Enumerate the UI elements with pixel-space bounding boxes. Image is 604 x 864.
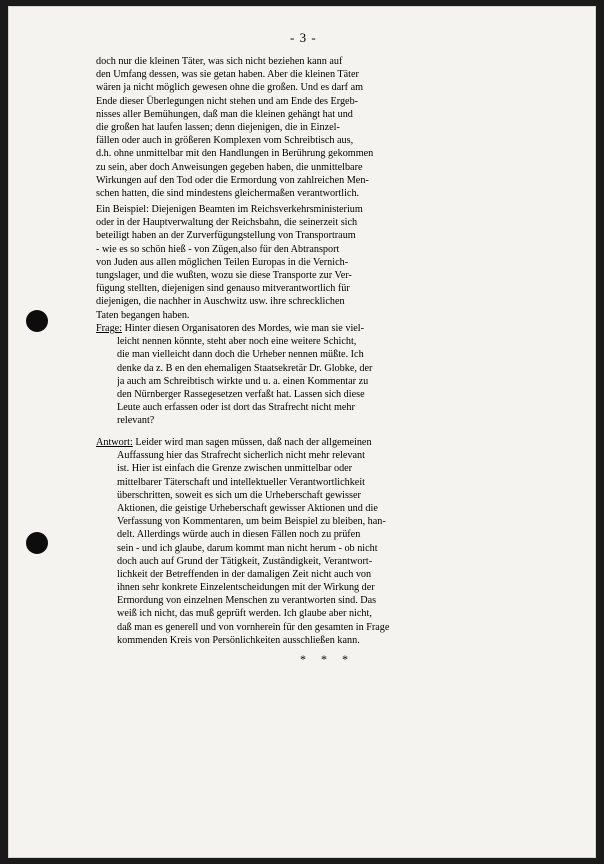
question-paragraph bbox=[96, 322, 568, 428]
text-line: ja auch am Schreibtisch wirkte und u. a. einen Kommentar zu bbox=[117, 375, 369, 387]
scan-border-bottom bbox=[0, 858, 604, 864]
text-line: beteiligt haben an der Zurverfügungstellung von Transportraum bbox=[96, 230, 356, 242]
text-line: sein - und ich glaube, darum kommt man nicht herum - ob nicht bbox=[117, 542, 378, 554]
question-label: Frage: bbox=[96, 323, 123, 334]
text-line: Leute auch erfassen oder ist dort das Strafrecht nicht mehr bbox=[117, 402, 355, 414]
paragraph-intro bbox=[96, 55, 568, 200]
text-line: den Umfang dessen, was sie getan haben. Aber die kleinen Täter bbox=[96, 69, 359, 81]
page-number: - 3 - bbox=[290, 30, 317, 45]
text-line: wären ja nicht möglich gewesen ohne die großen. Und es darf am bbox=[96, 82, 364, 94]
text-line: tungslager, und die wußten, wozu sie diese Transporte zur Ver- bbox=[96, 269, 352, 281]
text-line: Ein Beispiel: Diejenigen Beamten im Reichsverkehrsministerium bbox=[96, 204, 363, 215]
text-line: doch nur die kleinen Täter, was sich nicht beziehen kann auf bbox=[96, 56, 343, 67]
text-line: Taten begangen haben. bbox=[96, 309, 190, 321]
question-line-first bbox=[96, 322, 568, 335]
text-line: denke da z. B en den ehemaligen Staatsekretär Dr. Globke, der bbox=[117, 362, 373, 374]
text-line: Ende dieser Überlegungen nicht stehen und am Ende des Ergeb- bbox=[96, 95, 359, 107]
text-line: weiß ich nicht, das muß geprüft werden. Ich glaube aber nicht, bbox=[117, 608, 372, 620]
answer-paragraph bbox=[96, 436, 568, 647]
text-line: fügung stellten, diejenigen sind genauso mitverantwortlich für bbox=[96, 283, 350, 295]
text-line: Aktionen, die geistige Urheberschaft gewisser Aktionen und die bbox=[117, 502, 378, 514]
text-line: fällen oder auch in größeren Komplexen vom Schreibtisch aus, bbox=[96, 135, 354, 147]
text-line: leicht nennen könnte, steht aber noch eine weitere Schicht, bbox=[117, 336, 357, 348]
text-line: d.h. ohne unmittelbar mit den Handlungen in Berührung gekommen bbox=[96, 148, 374, 160]
text-line: Verfassung von Kommentaren, um beim Beispiel zu bleiben, han- bbox=[117, 516, 386, 528]
answer-label: Antwort: bbox=[96, 437, 133, 448]
punch-hole-top bbox=[26, 310, 48, 332]
text-line: zu sein, aber doch Anweisungen gegeben haben, die unmittelbare bbox=[96, 161, 363, 173]
text-line: überschritten, soweit es sich um die Urheberschaft gewisser bbox=[117, 489, 361, 501]
text-line: - wie es so schön hieß - von Zügen,also für den Abtransport bbox=[96, 243, 340, 255]
text-line: ist. Hier ist einfach die Grenze zwischen unmittelbar oder bbox=[117, 463, 353, 475]
paragraph-example bbox=[96, 203, 568, 322]
text-line: lichkeit der Betreffenden in der damaligen Zeit nicht auch von bbox=[117, 568, 372, 580]
text-line: von Juden aus allen möglichen Teilen Europas in die Vernich- bbox=[96, 256, 349, 268]
text-line: Ermordung von einzelnen Menschen zu verantworten sind. Das bbox=[117, 595, 377, 607]
text-line: die großen hat laufen lassen; denn diejenigen, die in Einzel- bbox=[96, 121, 340, 133]
text-line: Hinter diesen Organisatoren des Mordes, wie man sie viel- bbox=[122, 323, 365, 334]
text-line: Leider wird man sagen müssen, daß nach der allgemeinen bbox=[132, 437, 372, 448]
scan-border-right bbox=[596, 0, 604, 864]
answer-line-first bbox=[96, 436, 568, 449]
text-line: Auffassung hier das Strafrecht sicherlich nicht mehr relevant bbox=[117, 450, 365, 462]
text-line: kommenden Kreis von Persönlichkeiten ausschließen kann. bbox=[117, 634, 360, 646]
text-line: Wirkungen auf den Tod oder die Ermordung von zahlreichen Men- bbox=[96, 174, 369, 186]
text-line: die man vielleicht dann doch die Urheber nennen müßte. Ich bbox=[117, 349, 364, 361]
text-line: doch auch auf Grund der Tätigkeit, Zuständigkeit, Verantwort- bbox=[117, 555, 373, 567]
punch-hole-bottom bbox=[26, 532, 48, 554]
text-line: mittelbarer Täterschaft und intellektueller Verantwortlichkeit bbox=[117, 476, 365, 488]
text-line: delt. Allerdings würde auch in diesen Fällen noch zu prüfen bbox=[117, 529, 361, 541]
text-line: nisses aller Bemühungen, daß man die kleinen gehängt hat und bbox=[96, 108, 353, 120]
section-separator: * * * bbox=[300, 652, 354, 666]
text-line: diejenigen, die nachher in Auschwitz usw. ihre schrecklichen bbox=[96, 296, 345, 308]
text-line: daß man es generell und von vornherein für den gesamten in Frage bbox=[117, 621, 390, 633]
text-line: den Nürnberger Rassegesetzen verfaßt hat. Lassen sich diese bbox=[117, 388, 365, 400]
text-line: relevant? bbox=[117, 415, 155, 427]
text-line: schen hatten, die sind mindestens gleichermaßen verantwortlich. bbox=[96, 187, 360, 199]
text-line: ihnen sehr konkrete Einzelentscheidungen mit der Wirkung der bbox=[117, 582, 375, 594]
scan-border-left bbox=[0, 0, 8, 864]
text-line: oder in der Hauptverwaltung der Reichsbahn, die seinerzeit sich bbox=[96, 217, 358, 229]
